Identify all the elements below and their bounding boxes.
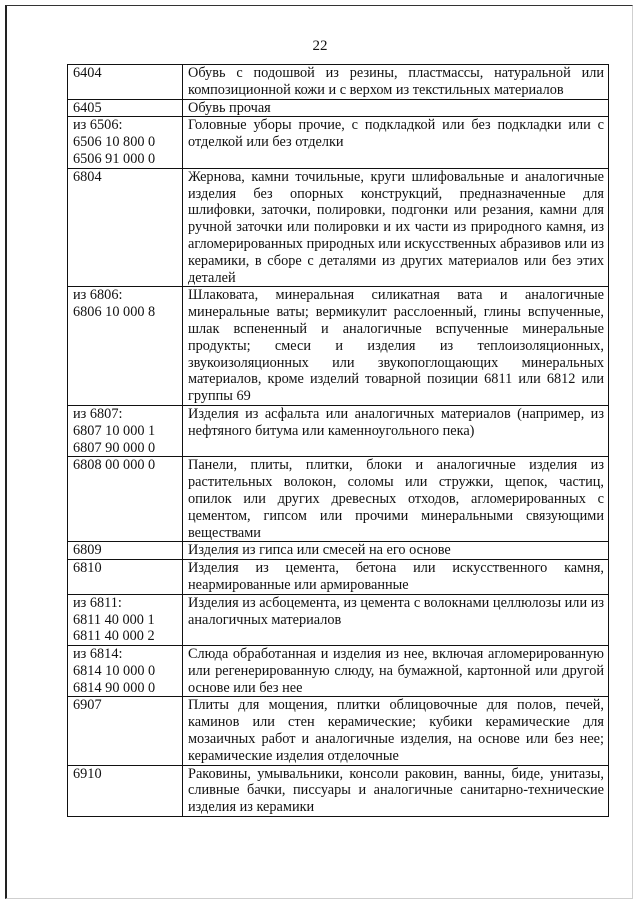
goods-description-cell: Изделия из асфальта или аналогичных материалов (например, из нефтяного битума или каменноугольного пека) — [183, 405, 609, 456]
goods-table-body — [68, 65, 609, 817]
goods-description-cell: Плиты для мощения, плитки облицовочные для полов, печей, каминов или стен керамические; кубики керамические для мозаичных работ и аналогичные изделия, на основе или без нее; керамические изделия отделочные — [183, 697, 609, 765]
goods-description-cell: Шлаковата, минеральная силикатная вата и аналогичные минеральные ваты; вермикулит расслоенный, глины вспученные, шлак вспененный и аналогичные вспученные минеральные продукты; смеси и изделия из теплоизоляционных, звукоизоляционных или звукопоглощающих минеральных материалов, кроме изделий товарной позиции 6811 или 6812 или группы 69 — [183, 287, 609, 406]
tariff-code-cell: из 6806: 6806 10 000 8 — [68, 287, 183, 406]
goods-description-cell: Обувь прочая — [183, 99, 609, 117]
goods-description-cell: Слюда обработанная и изделия из нее, включая агломерированную или регенерированную слюду, на бумажной, картонной или другой основе или без нее — [183, 646, 609, 697]
goods-description-cell: Изделия из цемента, бетона или искусственного камня, неармированные или армированные — [183, 560, 609, 595]
table-row — [68, 542, 609, 560]
goods-description-cell: Головные уборы прочие, с подкладкой или без подкладки или с отделкой или без отделки — [183, 117, 609, 168]
page-number: 22 — [312, 38, 328, 54]
goods-description-cell: Раковины, умывальники, консоли раковин, ванны, биде, унитазы, сливные бачки, писсуары и аналогичные санитарно-технические изделия из керамики — [183, 765, 609, 816]
tariff-code-cell: 6910 — [68, 765, 183, 816]
goods-description-cell: Жернова, камни точильные, круги шлифовальные и аналогичные изделия без опорных конструкций, предназначенные для шлифовки, заточки, полировки, подгонки или резания, камни для ручной заточки или полировки и их части из природного камня, из агломерированных природных или искусственных абразивов или из керамики, в сборе с деталями из других материалов или без этих деталей — [183, 168, 609, 287]
goods-description-cell: Обувь с подошвой из резины, пластмассы, натуральной или композиционной кожи и с верхом из текстильных материалов — [183, 65, 609, 100]
tariff-code-cell: 6404 — [68, 65, 183, 100]
tariff-code-cell: из 6814: 6814 10 000 0 6814 90 000 0 — [68, 646, 183, 697]
tariff-code-cell: 6810 — [68, 560, 183, 595]
tariff-code-cell: из 6506: 6506 10 800 0 6506 91 000 0 — [68, 117, 183, 168]
tariff-code-cell: 6405 — [68, 99, 183, 117]
table-row — [68, 99, 609, 117]
table-row — [68, 646, 609, 697]
tariff-code-cell: из 6807: 6807 10 000 1 6807 90 000 0 — [68, 405, 183, 456]
goods-description-cell: Изделия из асбоцемента, из цемента с волокнами целлюлозы или из аналогичных материалов — [183, 594, 609, 645]
tariff-code-cell: 6808 00 000 0 — [68, 457, 183, 542]
table-row — [68, 697, 609, 765]
table-row — [68, 117, 609, 168]
tariff-code-cell: 6809 — [68, 542, 183, 560]
goods-description-cell: Панели, плиты, плитки, блоки и аналогичные изделия из растительных волокон, соломы или стружки, щепок, частиц, опилок или других древесных отходов, агломерированных с цементом, гипсом или прочими минеральными связующими веществами — [183, 457, 609, 542]
goods-table — [67, 64, 609, 817]
tariff-code-cell: 6804 — [68, 168, 183, 287]
table-row — [68, 168, 609, 287]
table-row — [68, 765, 609, 816]
table-row — [68, 65, 609, 100]
table-row — [68, 287, 609, 406]
table-row — [68, 594, 609, 645]
tariff-code-cell: из 6811: 6811 40 000 1 6811 40 000 2 — [68, 594, 183, 645]
table-row — [68, 560, 609, 595]
table-row — [68, 405, 609, 456]
goods-description-cell: Изделия из гипса или смесей на его основе — [183, 542, 609, 560]
tariff-code-cell: 6907 — [68, 697, 183, 765]
table-row — [68, 457, 609, 542]
